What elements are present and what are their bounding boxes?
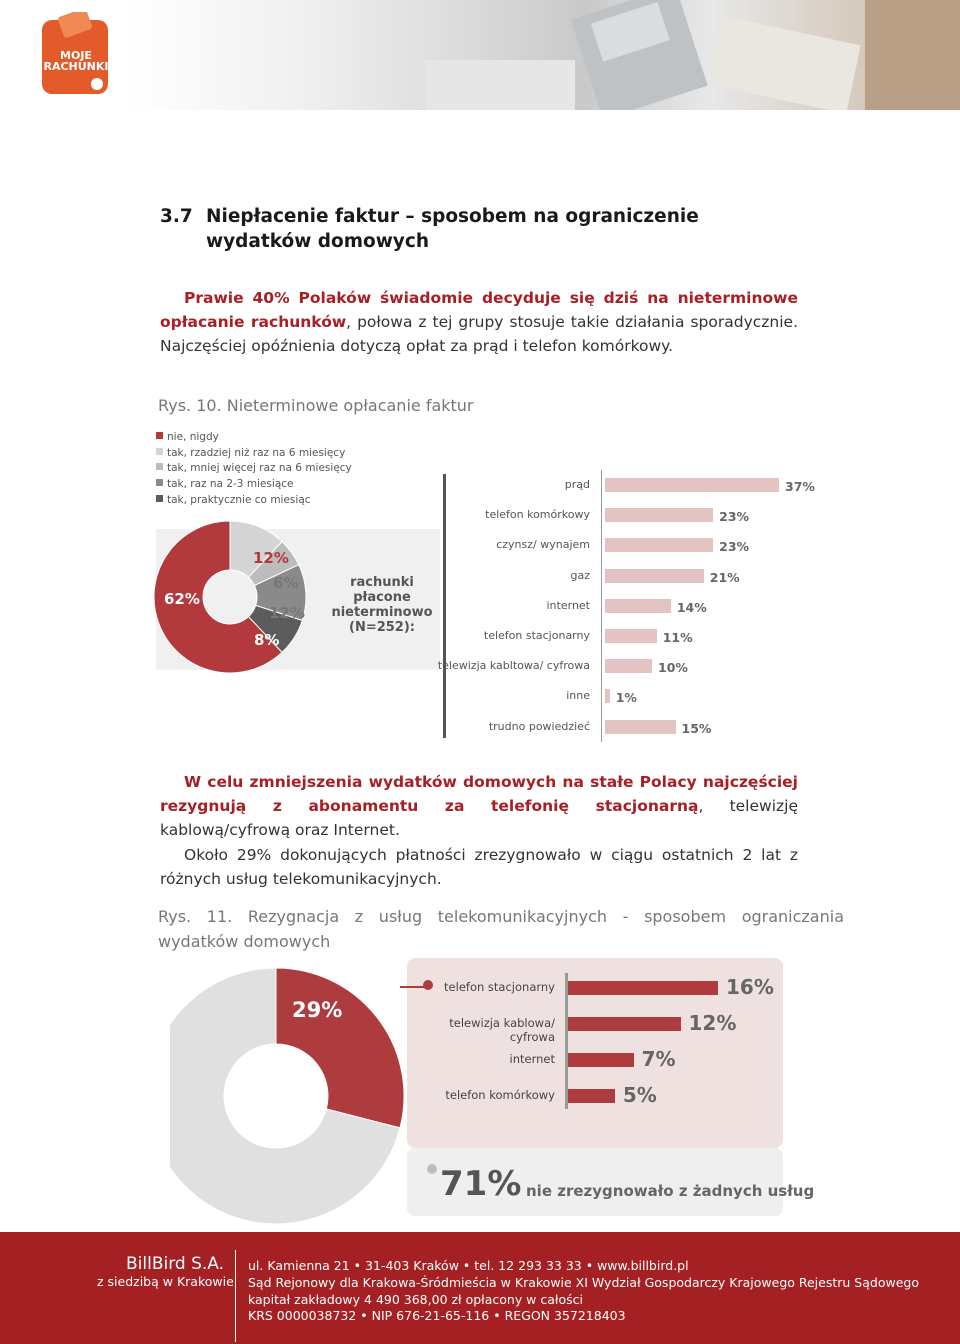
bar <box>605 538 713 552</box>
bar <box>605 569 704 583</box>
bar-value-label: 12% <box>688 1011 737 1035</box>
paragraph2-rest: , telewizję kablową/cyfrową oraz Internet. <box>160 797 798 839</box>
bar-category-label: telewizja kabltowa/ cyfrowa <box>437 659 590 673</box>
figure2-donut-slices <box>170 968 404 1224</box>
figure2-caption-line1: Rys. 11. Rezygnacja z usług telekomunikacyjnych - sposobem ograniczania <box>158 907 844 926</box>
donut1-label-12b: 12% <box>269 604 305 622</box>
footer-divider <box>235 1250 236 1342</box>
bar <box>568 1053 634 1067</box>
bar-value-label: 15% <box>681 720 712 736</box>
legend-item <box>156 430 219 444</box>
bar-category-label: trudno powiedzieć <box>488 719 590 733</box>
donut1-label-62: 62% <box>164 590 200 608</box>
legend-swatch <box>156 463 163 470</box>
section-title: Niepłacenie faktur – sposobem na ograniczenie wydatków domowych <box>206 206 699 252</box>
paragraph2 <box>160 770 798 842</box>
legend-item <box>156 493 311 507</box>
bar <box>605 659 652 673</box>
bar-category-label: prąd <box>564 478 590 491</box>
bar <box>568 981 718 995</box>
bar-category-label: czynsz/ wynajem <box>496 538 590 552</box>
footer-company: BillBird S.A. <box>126 1254 225 1274</box>
bar-value-label: 5% <box>622 1083 657 1107</box>
figure1-caption: Rys. 10. Nieterminowe opłacanie faktur <box>158 396 474 415</box>
donut2-label-29: 29% <box>292 998 343 1022</box>
bar <box>605 689 610 703</box>
legend-label: tak, praktycznie co miesiąc <box>167 493 311 506</box>
paragraph3: Około 29% dokonujących płatności zrezygnowało w ciągu ostatnich 2 lat z różnych usług telekomunikacyjnych. <box>160 846 798 888</box>
figure2-none-value: 71% <box>440 1164 522 1204</box>
legend-item <box>156 446 345 460</box>
bar <box>605 720 676 734</box>
bar-value-label: 1% <box>615 690 637 706</box>
footer-line3: kapitał zakładowy 4 490 368,00 zł opłacony w całości <box>248 1292 583 1307</box>
legend-item <box>156 477 293 491</box>
bar-category-label: telefon stacjonarny <box>483 629 590 642</box>
paragraph2-highlight: W celu zmniejszenia wydatków domowych na stałe Polacy najczęściej rezygnują z abonamentu za telefonię stacjonarną <box>160 773 798 815</box>
intro-highlight: Prawie 40% Polaków świadomie decyduje się dziś na nieterminowe opłacanie rachunków <box>160 289 798 331</box>
legend-swatch <box>156 448 163 455</box>
legend-label: tak, mniej więcej raz na 6 miesięcy <box>167 462 352 475</box>
intro-paragraph <box>160 286 798 358</box>
bar-value-label: 23% <box>719 509 750 525</box>
bar <box>605 599 671 613</box>
footer-seat: z siedzibą w Krakowie <box>97 1274 234 1289</box>
legend-label: nie, nigdy <box>167 431 219 443</box>
header-photo-image <box>125 0 960 110</box>
bar <box>605 508 713 522</box>
figure2-none-label: nie zrezygnowało z żadnych usług <box>526 1182 815 1200</box>
page-footer <box>0 1232 960 1344</box>
figure2-none-dot <box>427 1164 437 1174</box>
legend-label: tak, rzadziej niż raz na 6 miesięcy <box>167 446 346 459</box>
footer-line4: KRS 0000038732 • NIP 676-21-65-116 • REGON 357218403 <box>248 1308 626 1323</box>
figure1-box-label: rachunki płacone nieterminowo (N=252): <box>331 575 433 635</box>
bar-value-label: 21% <box>709 569 740 585</box>
footer-line2: Sąd Rejonowy dla Krakowa-Śródmieścia w Krakowie XI Wydział Gospodarczy Krajowego Rejestru Sądowego <box>248 1275 919 1290</box>
bar-category-label: telefon komórkowy <box>485 508 590 522</box>
bar-category-label: internet <box>546 598 590 612</box>
donut-slice <box>276 968 404 1128</box>
bar-category-label: internet <box>509 1052 555 1066</box>
legend-swatch <box>156 479 163 486</box>
legend-swatch <box>156 432 163 439</box>
bar-category-label: telefon komórkowy <box>445 1088 555 1102</box>
header-photo <box>125 0 960 110</box>
bar-category-label: telewizja kablowa/ cyfrowa <box>449 1016 555 1044</box>
bar-category-label: gaz <box>570 568 590 582</box>
footer-line1: ul. Kamienna 21 • 31-403 Kraków • tel. 12 293 33 33 • www.billbird.pl <box>248 1258 689 1273</box>
bar-value-label: 10% <box>658 660 688 676</box>
bar <box>605 478 779 492</box>
section-heading <box>160 204 820 254</box>
donut1-label-12a: 12% <box>253 549 289 567</box>
bar-category-label: inne <box>566 689 590 703</box>
logo-text: MOJE RACHUNKI <box>43 49 109 73</box>
donut1-label-8: 8% <box>254 631 280 649</box>
intro-rest: , połowa z tej grupy stosuje takie działania sporadycznie. Najczęściej opóźnienia dotyczą opłat za prąd i telefon komórkowy. <box>160 313 798 355</box>
donut1-label-6: 6% <box>273 574 299 592</box>
bar-value-label: 11% <box>662 630 693 645</box>
bar-value-label: 7% <box>641 1047 676 1071</box>
legend-label: tak, raz na 2-3 miesiące <box>167 478 294 491</box>
bar-category-label: telefon stacjonarny <box>444 980 555 994</box>
bar-value-label: 16% <box>726 975 774 999</box>
legend-swatch <box>156 495 163 502</box>
section-number: 3.7 <box>160 206 193 227</box>
bar <box>568 1089 615 1103</box>
page-header <box>0 0 960 112</box>
bar-value-label: 37% <box>785 479 815 494</box>
bar <box>568 1017 681 1031</box>
bar-value-label: 14% <box>676 599 707 615</box>
figure1-axis <box>601 470 602 742</box>
figure2-caption-line2: wydatków domowych <box>158 932 331 951</box>
bar-value-label: 23% <box>719 539 750 555</box>
legend-item <box>156 461 352 475</box>
bar <box>605 629 657 643</box>
